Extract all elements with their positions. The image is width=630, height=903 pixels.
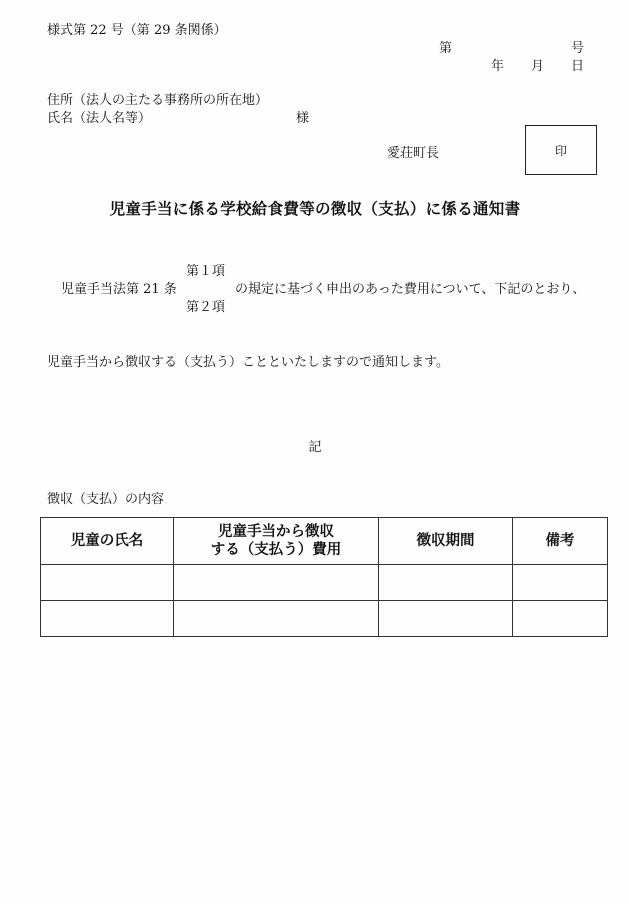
cell-fee: [174, 601, 379, 637]
seal-label: 印: [554, 143, 567, 158]
doc-number-prefix: 第: [439, 41, 453, 56]
cell-child-name: [41, 565, 174, 601]
table-row: [41, 565, 608, 601]
document-title: 児童手当に係る学校給食費等の徴収（支払）に係る通知書: [109, 199, 521, 218]
date-year: 年: [491, 59, 505, 74]
recipient-address-label: 住所（法人の主たる事務所の所在地）: [47, 93, 269, 108]
clause-2: 第２項: [186, 300, 226, 315]
recipient-name-label: 氏名（法人名等）: [47, 111, 152, 126]
header-remarks: 備考: [513, 518, 608, 565]
cell-remarks: [513, 601, 608, 637]
date-month: 月: [531, 59, 545, 74]
header-child-name: 児童の氏名: [41, 518, 174, 565]
header-period: 徴収期間: [379, 518, 513, 565]
cell-remarks: [513, 565, 608, 601]
sender-title: 愛荘町長: [387, 146, 440, 161]
header-fee: 児童手当から徴収 する（支払う）費用: [174, 518, 379, 565]
date-day: 日: [571, 59, 585, 74]
cell-child-name: [41, 601, 174, 637]
law-reference: 児童手当法第 21 条: [61, 282, 177, 297]
collection-table: [40, 517, 608, 637]
body-line-1: の規定に基づく申出のあった費用について、下記のとおり、: [235, 282, 586, 297]
doc-number-suffix: 号: [571, 41, 585, 56]
honorific: 様: [296, 111, 310, 126]
cell-period: [379, 565, 513, 601]
table-row: [41, 601, 608, 637]
clause-1: 第１項: [186, 264, 226, 279]
cell-period: [379, 601, 513, 637]
ki-heading: 記: [308, 440, 322, 455]
table-header-row: [41, 518, 608, 565]
cell-fee: [174, 565, 379, 601]
body-line-2: 児童手当から徴収する（支払う）ことといたしますので通知します。: [47, 355, 449, 370]
seal-box: [525, 125, 597, 175]
section-label: 徴収（支払）の内容: [47, 492, 165, 507]
form-label: 様式第 22 号（第 29 条関係）: [47, 23, 227, 38]
